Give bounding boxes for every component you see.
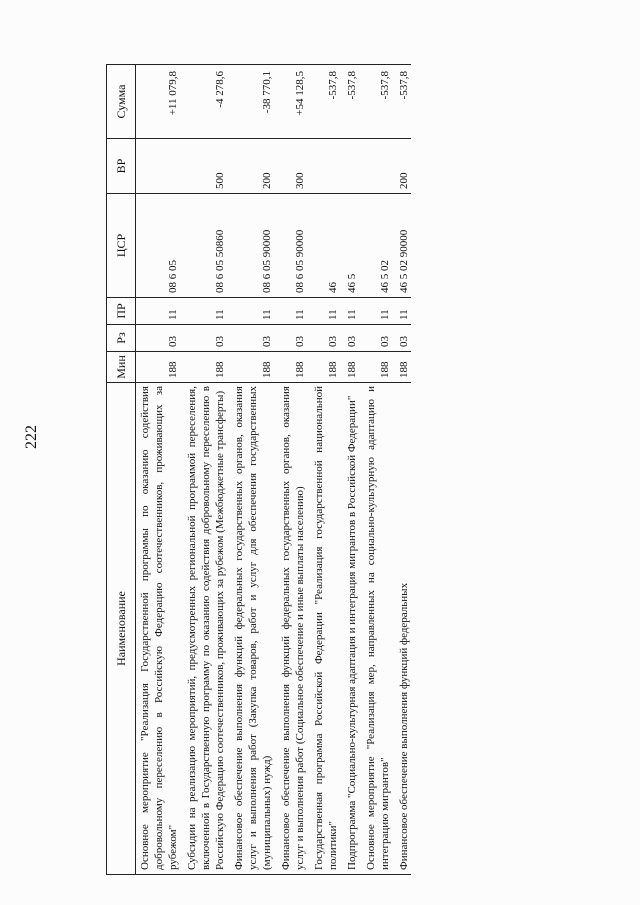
cell-vr xyxy=(136,139,184,194)
cell-pr: 11 xyxy=(362,298,395,325)
cell-pr: 11 xyxy=(136,298,184,325)
header-csr: ЦСР xyxy=(107,194,136,298)
cell-csr: 08 6 05 xyxy=(136,194,184,298)
page-number: 222 xyxy=(23,425,40,449)
header-name: Наименование xyxy=(107,383,136,875)
cell-min: 188 xyxy=(343,352,362,383)
cell-sum: +11 079,8 xyxy=(136,65,184,139)
cell-rz: 03 xyxy=(183,325,230,352)
cell-sum: -4 278,6 xyxy=(183,65,230,139)
cell-min: 188 xyxy=(183,352,230,383)
cell-csr: 08 6 05 90000 xyxy=(277,194,310,298)
cell-vr: 500 xyxy=(183,139,230,194)
cell-vr xyxy=(362,139,395,194)
cell-rz: 03 xyxy=(395,325,411,352)
cell-sum: -38 770,1 xyxy=(230,65,277,139)
rotated-table-container xyxy=(106,65,630,875)
header-min: Мин xyxy=(107,352,136,383)
table-row xyxy=(395,65,411,875)
cell-min: 188 xyxy=(277,352,310,383)
cell-rz: 03 xyxy=(277,325,310,352)
cell-min: 188 xyxy=(310,352,343,383)
cell-name: Основное мероприятие "Реализация мер, направленных на социально-культурную адаптацию и интеграцию мигрантов" xyxy=(362,383,395,875)
cell-csr: 46 5 xyxy=(343,194,362,298)
cell-csr: 08 6 05 50860 xyxy=(183,194,230,298)
cell-vr xyxy=(343,139,362,194)
cell-name: Финансовое обеспечение выполнения функций федеральных государственных органов, оказания услуг и выполнения работ (Закупка товаров, работ и услуг для обеспечения государственных (муниципальных) нужд) xyxy=(230,383,277,875)
cell-vr: 200 xyxy=(230,139,277,194)
cell-name: Финансовое обеспечение выполнения функций федеральных государственных органов, оказания услуг и выполнения работ (Социальное обеспечение и иные выплаты населению) xyxy=(277,383,310,875)
table-row xyxy=(136,65,184,875)
cell-sum: -537,8 xyxy=(343,65,362,139)
cell-pr: 11 xyxy=(343,298,362,325)
cell-pr: 11 xyxy=(310,298,343,325)
table-row xyxy=(343,65,362,875)
header-rz: Рз xyxy=(107,325,136,352)
cell-name: Государственная программа Российской Федерации "Реализация государственной национальной политики" xyxy=(310,383,343,875)
cell-sum: +54 128,5 xyxy=(277,65,310,139)
header-vr: ВР xyxy=(107,139,136,194)
cell-min: 188 xyxy=(395,352,411,383)
cell-pr: 11 xyxy=(183,298,230,325)
cell-name: Подпрограмма "Социально-культурная адаптация и интеграция мигрантов в Российской Федерации" xyxy=(343,383,362,875)
table-row xyxy=(277,65,310,875)
cell-csr: 46 5 02 90000 xyxy=(395,194,411,298)
table-row xyxy=(183,65,230,875)
cell-name: Субсидии на реализацию мероприятий, предусмотренных региональной программой переселения, включенной в Государственную программу по оказанию содействия добровольному переселению в Российскую Федерацию соотечественников, проживающих за рубежом (Межбюджетные трансферты) xyxy=(183,383,230,875)
cell-rz: 03 xyxy=(310,325,343,352)
cell-sum: -537,8 xyxy=(362,65,395,139)
cell-rz: 03 xyxy=(136,325,184,352)
budget-table xyxy=(106,64,411,875)
cell-sum: -537,8 xyxy=(310,65,343,139)
table-header-row xyxy=(107,65,136,875)
table-row xyxy=(362,65,395,875)
cell-csr: 46 5 02 xyxy=(362,194,395,298)
cell-rz: 03 xyxy=(362,325,395,352)
cell-sum: -537,8 xyxy=(395,65,411,139)
cell-name: Основное мероприятие "Реализация Государственной программы по оказанию содействия добровольному переселению в Российскую Федерацию соотечественников, проживающих за рубежом" xyxy=(136,383,184,875)
cell-rz: 03 xyxy=(343,325,362,352)
cell-csr: 46 xyxy=(310,194,343,298)
cell-pr: 11 xyxy=(230,298,277,325)
cell-vr: 200 xyxy=(395,139,411,194)
cell-min: 188 xyxy=(362,352,395,383)
cell-min: 188 xyxy=(136,352,184,383)
cell-name: Финансовое обеспечение выполнения функций федеральных xyxy=(395,383,411,875)
cell-min: 188 xyxy=(230,352,277,383)
cell-csr: 08 6 05 90000 xyxy=(230,194,277,298)
header-sum: Сумма xyxy=(107,65,136,139)
table-row xyxy=(230,65,277,875)
header-pr: ПР xyxy=(107,298,136,325)
table-row xyxy=(310,65,343,875)
cell-pr: 11 xyxy=(277,298,310,325)
cell-rz: 03 xyxy=(230,325,277,352)
cell-vr xyxy=(310,139,343,194)
cell-pr: 11 xyxy=(395,298,411,325)
cell-vr: 300 xyxy=(277,139,310,194)
